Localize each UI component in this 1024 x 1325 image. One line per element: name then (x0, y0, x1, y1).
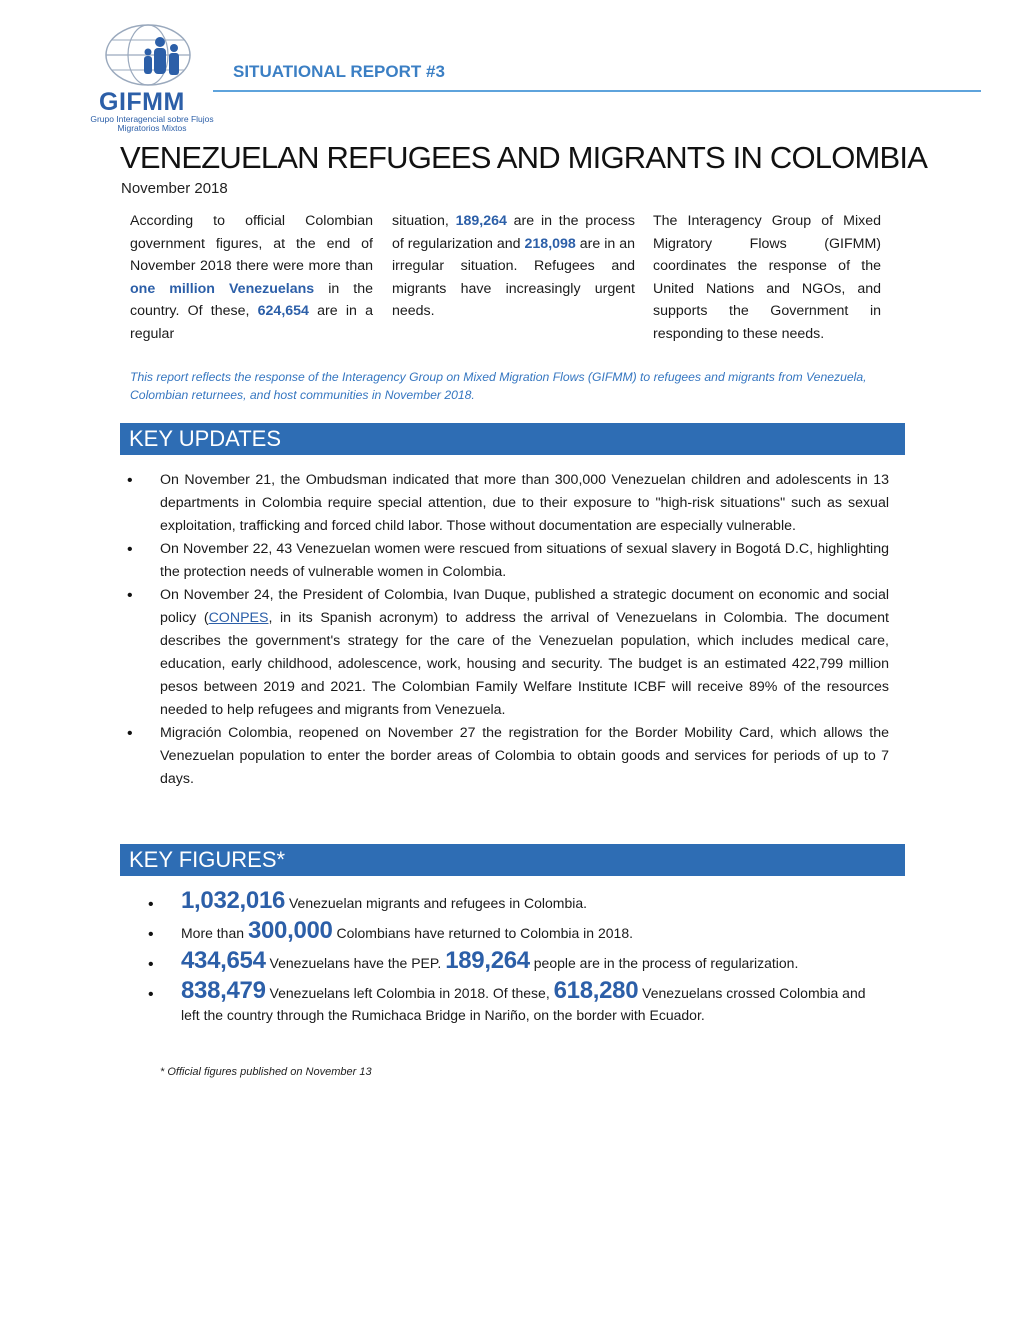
figure-text: Colombians have returned to Colombia in 2018. (332, 925, 633, 941)
list-item-text: , in its Spanish acronym) to address the arrival of Venezuelans in Colombia. The document describes the government's strategy for the care of the Venezuelan population, which includes medical care, education, early childhood, adolescence, work, housing and security. The budget is an estimated 422,799 million pesos between 2019 and 2021. The Colombian Family Welfare Institute ICBF will receive 89% of the resources needed to help refugees and migrants from Venezuela. (160, 610, 889, 718)
figure-text: Venezuelans left Colombia in 2018. Of these, (265, 985, 554, 1001)
logo-name: GIFMM (99, 88, 185, 116)
key-figures-list (181, 887, 881, 1032)
list-item: • Migración Colombia, reopened on November 27 the registration for the Border Mobility Card, which allows the Venezuelan population to enter the border areas of Colombia to obtain goods and services for periods of up to 7 days. (160, 722, 889, 791)
intro-text: According to official Colombian government figures, at the end of November 2018 there were more than (130, 213, 373, 274)
globe-family-icon (102, 22, 194, 88)
logo-subtitle: Grupo Interagencial sobre Flujos Migratorios Mixtos (90, 114, 214, 133)
figures-footnote: * Official figures published on November 13 (160, 1066, 372, 1078)
figure-number: 1,032,016 (181, 887, 286, 914)
highlight-regular-count: 624,654 (257, 303, 309, 319)
intro-column-1 (130, 210, 373, 345)
conpes-link[interactable]: CONPES (208, 610, 269, 626)
intro-column-2 (392, 210, 635, 323)
list-item: • On November 22, 43 Venezuelan women were rescued from situations of sexual slavery in Bogotá D.C, highlighting the protection needs of vulnerable women in Colombia. (160, 538, 889, 584)
gifmm-logo (80, 22, 215, 134)
list-item (181, 917, 881, 944)
list-item (181, 947, 881, 974)
intro-note: This report reflects the response of the Interagency Group on Mixed Migration Flows (GIFMM) to refugees and migrants from Venezuela, Colombian returnees, and host communities in November 2018. (130, 370, 867, 402)
list-item (181, 887, 881, 914)
figure-text: Venezuelans have the PEP. (265, 955, 446, 971)
figure-number: 189,264 (445, 947, 530, 974)
figure-number: 838,479 (181, 977, 266, 1004)
header-divider (213, 90, 981, 92)
list-item (160, 584, 889, 722)
key-updates-heading: KEY UPDATES (120, 423, 905, 455)
list-item-text: On November 24, the President of Colombia, Ivan Duque, published a strategic document on economic and social policy ( (160, 587, 889, 626)
figure-number: 300,000 (247, 917, 333, 944)
page-title: VENEZUELAN REFUGEES AND MIGRANTS IN COLOMBIA (120, 140, 928, 175)
figure-text: More than (181, 925, 248, 941)
figure-number: 618,280 (553, 977, 639, 1004)
highlight-irregular-count: 218,098 (524, 235, 576, 252)
intro-text: situation, (392, 213, 456, 229)
figure-number: 434,654 (181, 947, 266, 974)
intro-column-3: The Interagency Group of Mixed Migratory Flows (GIFMM) coordinates the response of the United Nations and NGOs, and supports the Government in responding to these needs. (653, 213, 881, 342)
highlight-regularization-count: 189,264 (455, 213, 507, 229)
report-label: SITUATIONAL REPORT #3 (233, 62, 445, 81)
intro-text: in the country. Of these, (130, 280, 373, 319)
report-date: November 2018 (121, 180, 228, 197)
intro-text: are in an irregular situation. Refugees and migrants have increasingly urgent needs. (392, 235, 635, 319)
list-item (181, 977, 881, 1026)
figure-text: Venezuelan migrants and refugees in Colombia. (285, 895, 588, 911)
intro-text: are in a regular (130, 303, 373, 342)
key-updates-list (160, 469, 889, 791)
highlight-one-million: one million Venezuelans (130, 280, 315, 297)
figure-text: Venezuelans crossed Colombia and left the country through the Rumichaca Bridge in Nariño, on the border with Ecuador. (181, 985, 866, 1023)
list-item: • On November 21, the Ombudsman indicated that more than 300,000 Venezuelan children and adolescents in 13 departments in Colombia require special attention, due to their exposure to "high-risk situations" such as sexual exploitation, trafficking and forced child labor. Those without documentation are especially vulnerable. (160, 469, 889, 538)
intro-text: are in the process of regularization and (392, 213, 635, 252)
figure-text: people are in the process of regularization. (529, 955, 799, 971)
key-figures-heading: KEY FIGURES* (120, 844, 905, 876)
